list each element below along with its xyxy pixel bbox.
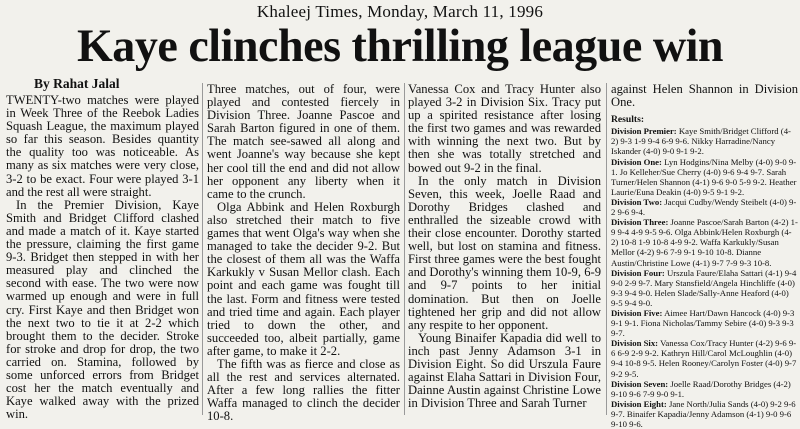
article-column-4 (611, 82, 798, 429)
result-text: Aimee Hart/Dawn Hancock (4-0) 9-3 9-1 9-1. Fiona Nicholas/Tammy Sebire (4-0) 9-3 9-3 9-7. (611, 307, 795, 339)
division-label: Division Three: (611, 217, 669, 228)
result-entry (611, 308, 798, 338)
result-text: Jane North/Julia Sands (4-0) 9-2 9-6 9-7. Binaifer Kapadia/Jenny Adamson (4-1) 9-0 9-6 9-10 9-6. (611, 398, 796, 429)
result-text: Urszula Faure/Elaha Sattari (4-1) 9-4 9-0 2-9 9-7. Mary Stansfield/Angela Hinchliffe (4-0) 9-3 9-4 9-0. Helen Slade/Sally-Anne Heaford (4-0) 9-5 9-4 9-0. (611, 267, 797, 308)
paragraph: Olga Abbink and Helen Roxburgh also stretched their match to five games that went Olga's way when she managed to take the decider 9-2. But the closest of them all was the Waffa Karkukly v Susan Mellor clash. Each point and each game was fought till the last. Form and fitness were tested and tried time and again. Each player tried to down the other, and succeeded too, albeit partially, game after game, to make it 2-2. (207, 199, 400, 358)
result-text: Kaye Smith/Bridget Clifford (4-2) 9-3 1-9 9-4 6-9 9-6. Nikky Harradine/Nancy Iskander (4-0) 9-0 9-1 9-2. (611, 126, 791, 157)
result-entry (611, 268, 798, 308)
division-label: Division One: (611, 156, 662, 167)
column-rule (404, 83, 405, 415)
article-column-2 (207, 82, 400, 424)
result-entry (611, 338, 798, 378)
division-label: Division Five: (611, 307, 663, 318)
paragraph: The fifth was as fierce and close as all the rest and services alternated. After a few long rallies the fitter Waffa managed to clinch the decider 10-8. (207, 356, 400, 424)
paragraph: In the only match in Division Seven, this week, Joelle Raad and Dorothy Bridges clashed and enthralled the sizeable crowd with their close encounter. Dorothy started well, but lost on stamina and fitness. First three games were the best fought and Dorothy's winning them 10-9, 6-9 and 9-7 points to her initial domination. But then on Joelle tightened her grip and did not allow any respite to her opponent. (408, 173, 601, 332)
paragraph: In the Premier Division, Kaye Smith and Bridget Clifford clashed and made a match of it. Kaye started the pressure, claiming the first game 9-3. Bridget then stepped in with her measured play and clinched the second with ease. The two were now warmed up enough and were in full cry. First Kaye and then Bridget won the next two to tie it at 2-2 which brought them to the decider. Stroke for stroke and drop for drop, the two carried on. Stamina, followed by some unforced errors from Bridget cost her the match eventually and Kaye walked away with the prized win. (6, 197, 199, 422)
masthead: Khaleej Times, Monday, March 11, 1996 (256, 2, 544, 21)
result-entry (611, 157, 798, 197)
result-text: Joanne Pascoe/Sarah Barton (4-2) 1-9 9-4 4-9 9-5 9-6. Olga Abbink/Helen Roxburgh (4-2) 10-8 1-9 10-8 4-9 9-2. Waffa Karkukly/Susan Mellor (4-2) 9-6 7-9 9-1 9-10 10-8. Dianne Austin/Christine Lowe (4-1) 9-7 7-9 9-3 10-8. (611, 217, 798, 268)
result-text: Lyn Hodgins/Nina Melby (4-0) 9-0 9-1. Jo Kelleher/Sue Cherry (4-0) 9-6 9-4 9-7. Sarah Turner/Helen Shannon (4-1) 9-6 9-0 5-9 9-2. Heather Laurie/Euna Deakin (4-0) 9-5 9-1 9-2. (611, 156, 797, 197)
result-entry (611, 217, 798, 267)
byline: By Rahat Jalal (34, 76, 120, 91)
result-entry (611, 379, 798, 399)
division-label: Division Six: (611, 338, 659, 349)
headline: Kaye clinches thrilling league win (76, 20, 724, 72)
paragraph: Three matches, out of four, were played and contested fiercely in Division Three. Joanne Pascoe and Sarah Barton figured in one of them. The match see-sawed all along and went Joanne's way because she kept her cool till the end and did not allow her opponent any liberty when it came to the crunch. (207, 82, 400, 201)
result-text: Joelle Raad/Dorothy Bridges (4-2) 9-10 9-6 7-9 9-0 9-1. (611, 378, 791, 399)
paragraph: against Helen Shannon in Division One. (611, 82, 798, 110)
column-rule (606, 83, 607, 415)
result-text: Vanessa Cox/Tracy Hunter (4-2) 9-6 9-6 6-9 2-9 9-2. Kathryn Hill/Carol McLoughlin (4-0) 9-4 10-8 9-5. Helen Rooney/Carolyn Foster (4-0) 9-7 9-2 9-5. (611, 338, 797, 379)
result-entry (611, 399, 798, 429)
results-header: Results: (611, 114, 645, 126)
results-box (611, 115, 798, 429)
result-entry (611, 197, 798, 217)
column-rule (202, 83, 203, 415)
result-entry (611, 126, 798, 156)
paragraph: Vanessa Cox and Tracy Hunter also played 3-2 in Division Six. Tracy put up a spirited resistance after losing the first two games and was rewarded with winning the next two. But by then she was totally stretched and bowed out 9-2 in the final. (408, 82, 601, 175)
paragraph: TWENTY-two matches were played in Week Three of the Reebok Ladies Squash League, the maximum played so far this season. Besides quantity the quality too was noticeable. As many as six matches were very close, 3-2 to be exact. Four were played 3-1 and the rest all were straight. (6, 93, 199, 199)
division-label: Division Four: (611, 267, 665, 278)
division-label: Division Premier: (611, 126, 677, 137)
article-column-3 (408, 83, 601, 415)
division-label: Division Two: (611, 196, 663, 207)
article-column-1 (6, 76, 199, 422)
paragraph: Young Binaifer Kapadia did well to inch past Jenny Adamson 3-1 in Division Eight. So did Urszula Faure against Elaha Sattari in Division Four, Dainne Austin against Christine Lowe in Division Three and Sarah Turner (408, 330, 601, 411)
division-label: Division Eight: (611, 398, 667, 409)
result-text: Jacqui Cudby/Wendy Steibelt (4-0) 9-2 9-6 9-4. (611, 196, 797, 218)
division-label: Division Seven: (611, 378, 669, 389)
